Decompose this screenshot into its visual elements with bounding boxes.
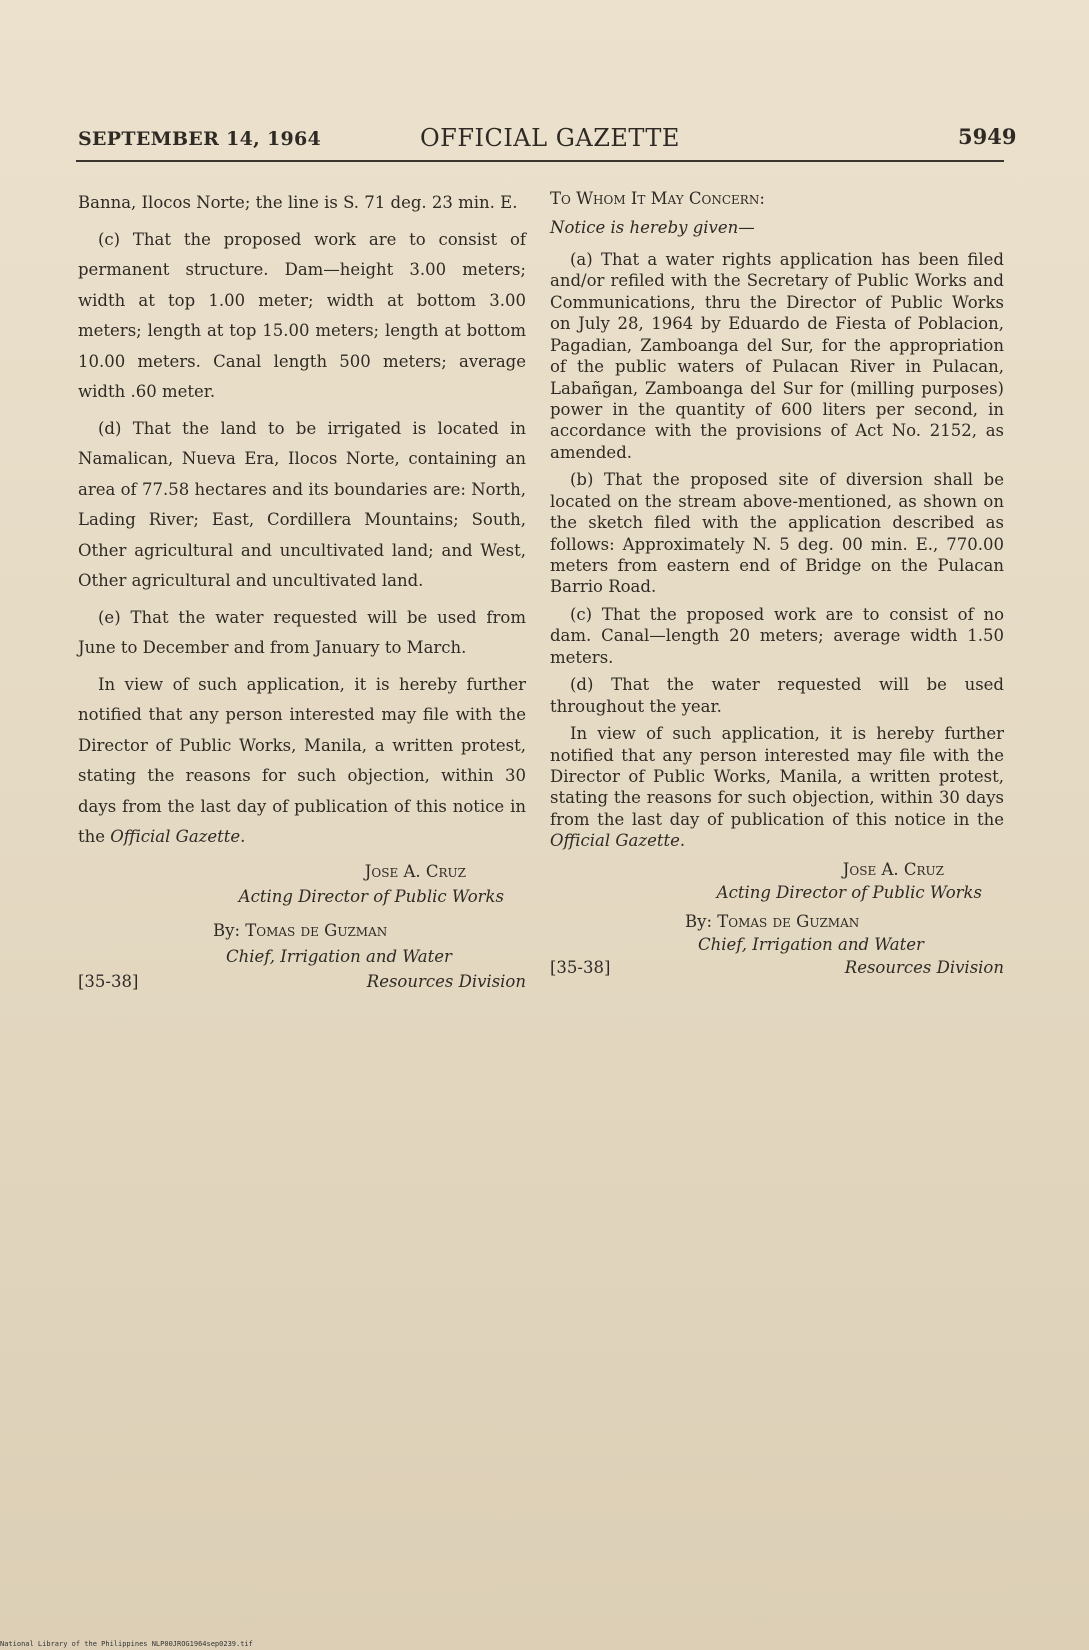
right-signatory-title: Acting Director of Public Works xyxy=(716,882,982,902)
left-gazette-title: Official Gazette xyxy=(110,827,241,847)
right-signature-last-line xyxy=(550,956,1004,979)
right-signatory-name: Jose A. Cruz xyxy=(842,859,944,879)
left-protest-end: . xyxy=(240,827,246,847)
left-by-line xyxy=(78,918,526,944)
right-reference: [35-38] xyxy=(550,958,611,978)
right-protest-paragraph xyxy=(550,723,1004,852)
left-paragraph-e: (e) That the water requested will be used from June to December and from January to March. xyxy=(78,607,526,658)
page-number: 5949 xyxy=(958,124,1017,149)
right-protest-text: In view of such application, it is hereby further notified that any person interested may file with the Director of Public Works, Manila, a written protest, stating the reasons for such objection, within 30 days from the last day of publication of this notice in the xyxy=(550,724,1004,829)
right-column xyxy=(550,188,1004,979)
right-salutation: To Whom It May Concern: xyxy=(550,189,765,208)
header-title: OFFICIAL GAZETTE xyxy=(420,124,680,152)
left-paragraph-1: Banna, Ilocos Norte; the line is S. 71 deg. 23 min. E. xyxy=(78,193,518,212)
left-by-name: Tomas de Guzman xyxy=(245,920,388,940)
right-protest-end: . xyxy=(679,831,686,851)
left-paragraph-d: (d) That the land to be irrigated is located in Namalican, Nueva Era, Ilocos Norte, containing an area of 77.58 hectares and its boundaries are: North, Lading River; East, Cordillera Mountains; South, Other agricultural and uncultivated land; and West, Other agricultural and uncultivated land. xyxy=(78,418,526,591)
right-by-label: By: xyxy=(685,911,713,931)
left-column xyxy=(78,188,526,995)
right-notice-line xyxy=(550,217,1004,238)
left-chief-title: Chief, Irrigation and Water xyxy=(226,946,452,966)
right-signature-block xyxy=(550,858,1004,979)
left-signature-last-line xyxy=(78,969,526,995)
right-notice-text: Notice is hereby given— xyxy=(550,218,755,238)
right-gazette-title: Official Gazette xyxy=(550,831,680,851)
left-signatory-name: Jose A. Cruz xyxy=(364,861,466,881)
left-division: Resources Division xyxy=(366,972,526,992)
right-by-name: Tomas de Guzman xyxy=(717,911,860,931)
header-date: SEPTEMBER 14, 1964 xyxy=(78,128,322,150)
right-paragraph-a: (a) That a water rights application has been filed and/or refiled with the Secretary of Public Works and Communications, thru the Director of Public Works on July 28, 1964 by Eduardo de Fiesta of Poblacion, Pagadian, Zamboanga del Sur, for the appropriation of the public waters of Pulacan River in Pulacan, Labañgan, Zamboanga del Sur for (milling purposes) power in the quantity of 600 liters per second, in accordance with the provisions of Act No. 2152, as amended. xyxy=(550,249,1004,462)
right-chief-title: Chief, Irrigation and Water xyxy=(698,934,924,954)
right-paragraph-b: (b) That the proposed site of diversion shall be located on the stream above-mentioned, as shown on the sketch filed with the application described as follows: Approximately N. 5 deg. 00 min. E., 770.00 meters from eastern end of Bridge on the Pulacan Barrio Road. xyxy=(550,470,1004,597)
left-protest-paragraph xyxy=(78,670,526,853)
scan-footer: National Library of the Philippines NLP00JROG1964sep0239.tif xyxy=(0,1640,253,1648)
left-reference: [35-38] xyxy=(78,972,139,992)
right-division: Resources Division xyxy=(844,958,1004,978)
right-by-line xyxy=(550,910,1004,933)
left-protest-text: In view of such application, it is hereby further notified that any person interested may file with the Director of Public Works, Manila, a written protest, stating the reasons for such objection, within 30 days from the last day of publication of this notice in the xyxy=(78,674,526,847)
left-signatory-title: Acting Director of Public Works xyxy=(238,887,504,907)
right-paragraph-d: (d) That the water requested will be used throughout the year. xyxy=(550,675,1004,716)
right-paragraph-c: (c) That the proposed work are to consist of no dam. Canal—length 20 meters; average width 1.50 meters. xyxy=(550,604,1004,667)
left-by-label: By: xyxy=(213,920,241,940)
left-paragraph-c: (c) That the proposed work are to consist of permanent structure. Dam—height 3.00 meters; width at top 1.00 meter; width at bottom 3.00 meters; length at top 15.00 meters; length at bottom 10.00 meters. Canal length 500 meters; average width .60 meter. xyxy=(78,229,526,402)
header-rule xyxy=(76,160,1004,162)
left-signature-block xyxy=(78,859,526,995)
